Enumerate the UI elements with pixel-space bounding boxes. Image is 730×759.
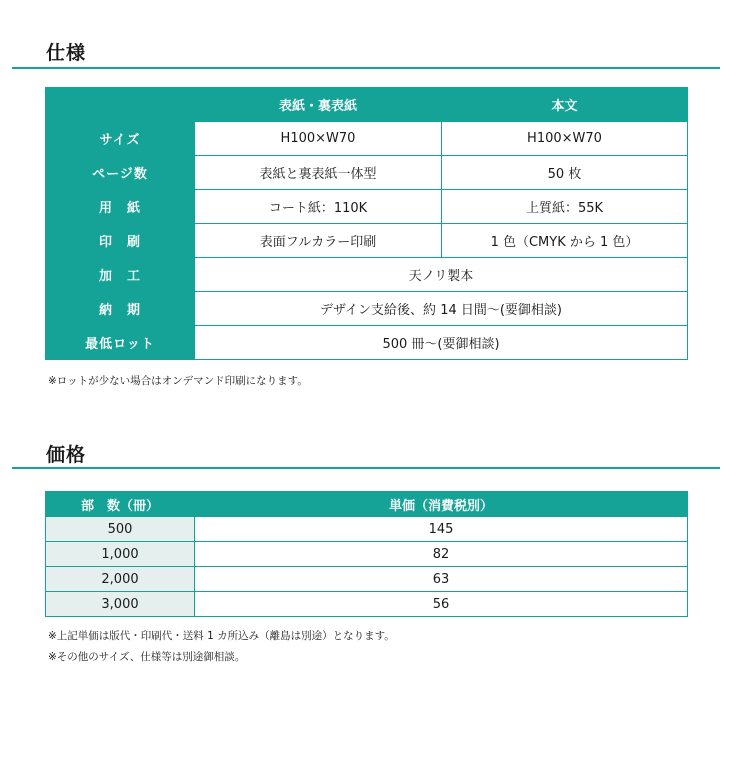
min-lot-value: 500 冊～(要御相談): [195, 326, 688, 360]
row-label-paper: 用 紙: [46, 190, 195, 224]
table-row: [46, 258, 688, 292]
row-label-size: サイズ: [46, 122, 195, 156]
unit-price-cell: 56: [195, 592, 688, 617]
spec-header-row: [46, 88, 688, 122]
unit-price-cell: 82: [195, 542, 688, 567]
row-label-printing: 印 刷: [46, 224, 195, 258]
spec-divider: [12, 67, 720, 69]
qty-cell: 500: [46, 517, 195, 542]
cover-printing: 表面フルカラー印刷: [195, 224, 442, 258]
cover-size: H100×W70: [195, 122, 442, 156]
price-title: 価格: [46, 444, 87, 466]
spec-note: ※ロットが少ない場合はオンデマンド印刷になります。: [48, 375, 308, 387]
price-header-row: [46, 492, 688, 517]
price-header-unit: 単価（消費税別）: [195, 492, 688, 517]
cover-paper: コート紙：110K: [195, 190, 442, 224]
delivery-value: デザイン支給後、約 14 日間～(要御相談): [195, 292, 688, 326]
table-row: [46, 517, 688, 542]
spec-header-cover: 表紙・裏表紙: [195, 88, 442, 122]
price-table: [45, 491, 688, 617]
table-row: [46, 292, 688, 326]
body-pages: 50 枚: [442, 156, 688, 190]
row-label-pages: ページ数: [46, 156, 195, 190]
table-row: [46, 190, 688, 224]
spec-title: 仕様: [46, 42, 87, 64]
table-row: [46, 122, 688, 156]
price-divider: [12, 467, 720, 469]
spec-table: [45, 87, 688, 360]
spec-header-body: 本文: [442, 88, 688, 122]
body-paper: 上質紙：55K: [442, 190, 688, 224]
row-label-finishing: 加 工: [46, 258, 195, 292]
finishing-value: 天ノリ製本: [195, 258, 688, 292]
table-row: [46, 592, 688, 617]
body-printing: 1 色（CMYK から 1 色）: [442, 224, 688, 258]
unit-price-cell: 63: [195, 567, 688, 592]
cover-pages: 表紙と裏表紙一体型: [195, 156, 442, 190]
spec-header-blank: [46, 88, 195, 122]
price-note-1: ※上記単価は版代・印刷代・送料 1 カ所込み（離島は別途）となります。: [48, 630, 395, 642]
price-note-2: ※その他のサイズ、仕様等は別途御相談。: [48, 651, 246, 663]
table-row: [46, 542, 688, 567]
price-header-qty: 部 数（冊）: [46, 492, 195, 517]
body-size: H100×W70: [442, 122, 688, 156]
table-row: [46, 224, 688, 258]
unit-price-cell: 145: [195, 517, 688, 542]
table-row: [46, 156, 688, 190]
row-label-delivery: 納 期: [46, 292, 195, 326]
row-label-min-lot: 最低ロット: [46, 326, 195, 360]
table-row: [46, 567, 688, 592]
table-row: [46, 326, 688, 360]
qty-cell: 3,000: [46, 592, 195, 617]
qty-cell: 1,000: [46, 542, 195, 567]
qty-cell: 2,000: [46, 567, 195, 592]
